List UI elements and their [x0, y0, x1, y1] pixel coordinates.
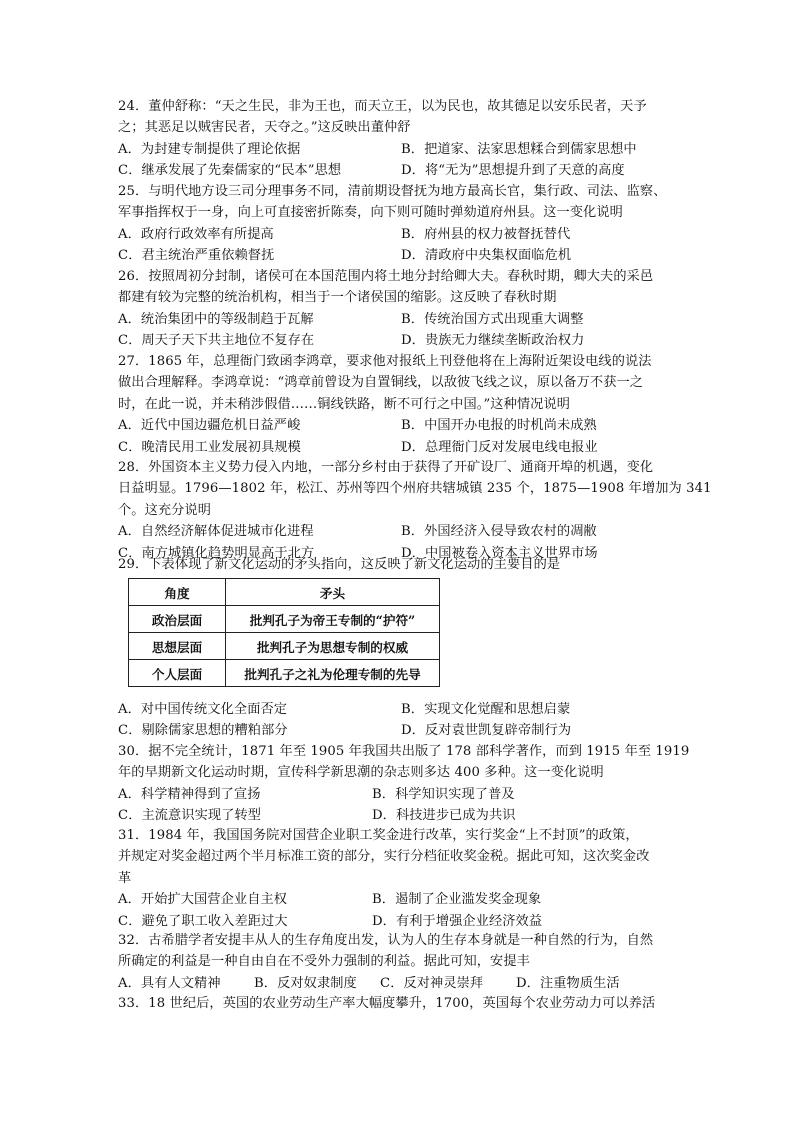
option-b: B．把道家、法家思想糅合到儒家思想中	[401, 141, 637, 157]
option-c: C．避免了职工收入差距过大	[118, 913, 288, 929]
question-32	[118, 930, 688, 994]
question-text-line: 所确定的利益是一种自由自在不受外力强制的利益。据此可知，安提丰	[118, 954, 530, 970]
question-text-line: 31．1984 年，我国国务院对国营企业职工奖金进行改革，实行奖金“上不封顶”的政策，	[118, 828, 639, 843]
question-text-line: 30．据不完全统计，1871 年至 1905 年我国共出版了 178 部科学著作，而到 1915 年至 1919	[118, 744, 690, 759]
table-row	[129, 606, 440, 633]
question-text-line: 并规定对奖金超过两个半月标准工资的部分，实行分档征收奖金税。据此可知，这次奖金改	[118, 849, 650, 865]
options-row	[118, 309, 688, 330]
table-header-cell: 角度	[129, 579, 226, 606]
question-text-line: 军事指挥权于一身，向上可直接密折陈奏，向下则可随时弹劾道府州县。这一变化说明	[118, 205, 623, 221]
table-row	[129, 660, 440, 687]
options-row	[118, 245, 688, 266]
option-a: A．为封建专制提供了理论依据	[118, 141, 301, 157]
option-b: B．遏制了企业滥发奖金现象	[372, 892, 542, 908]
option-d: D．科技进步已成为共识	[372, 808, 516, 824]
option-b: B．实现文化觉醒和思想启蒙	[401, 702, 571, 717]
option-c: C．晚清民用工业发展初具规模	[118, 439, 301, 455]
question-text-line: 25．与明代地方设三司分理事务不同，清前期设督抚为地方最高长官，集行政、司法、监察、	[118, 184, 667, 199]
table-header-cell: 矛头	[226, 579, 440, 606]
table-cell: 批判孔子为思想专制的权威	[226, 633, 440, 660]
table-cell: 批判孔子为帝王专制的“护符”	[226, 606, 440, 633]
question-text-line: 24．董仲舒称：“天之生民，非为王也，而天立王，以为民也，故其德足以安乐民者，天予	[118, 99, 647, 114]
question-25	[118, 181, 688, 267]
options-row	[118, 330, 688, 351]
question-text-line: 27．1865 年，总理衙门致函李鸿章，要求他对报纸上刊登他将在上海附近架设电线的说法	[118, 354, 652, 369]
options-row	[118, 720, 688, 741]
options-row	[118, 973, 688, 994]
question-31	[118, 825, 688, 932]
options-row	[118, 415, 688, 436]
option-d: D．有利于增强企业经济效益	[372, 913, 543, 929]
option-d: D．注重物质生活	[516, 975, 620, 991]
option-d: D．总理衙门反对发展电线电报业	[401, 439, 598, 455]
option-a: A．统治集团中的等级制趋于瓦解	[118, 311, 314, 327]
option-c: C．继承发展了先秦儒家的“民本”思想	[118, 163, 342, 179]
question-text-line: 都建有较为完整的统治机构，相当于一个诸侯国的缩影。这反映了春秋时期	[118, 290, 557, 306]
option-a: A．具有人文精神	[118, 975, 221, 991]
options-row	[118, 699, 688, 720]
option-d: D．中国被卷入资本主义世界市场	[401, 545, 598, 561]
options-row	[118, 437, 688, 458]
question-text-line: 之；其恶足以贼害民者，天夺之。”这反映出董仲舒	[118, 120, 411, 136]
option-b: B．府州县的权力被督抚替代	[401, 226, 571, 242]
table-cell: 政治层面	[129, 606, 226, 633]
question-29-options	[118, 699, 688, 742]
option-d: D．清政府中央集权面临危机	[401, 248, 572, 264]
option-c: C．周天子天下共主地位不复存在	[118, 333, 315, 349]
option-a: A．对中国传统文化全面否定	[118, 702, 288, 717]
options-row	[118, 139, 688, 160]
question-text-line: 做出合理解释。李鸿章说：“鸿章前曾设为自置铜线，以敌彼飞线之议，原以备万不获一之	[118, 375, 644, 391]
option-c: C．反对神灵崇拜	[380, 975, 484, 991]
question-text-line: 32．古希腊学者安提丰从人的生存角度出发，认为人的生存本身就是一种自然的行为，自然	[118, 933, 654, 948]
question-33	[118, 993, 688, 1014]
question-28	[118, 457, 712, 564]
question-text-line: 时，在此一说，并未稍涉假借……铜线铁路，断不可行之中国。”这种情况说明	[118, 396, 571, 412]
option-b: B．传统治国方式出现重大调整	[401, 311, 584, 327]
option-d: D．反对袁世凯复辟帝制行为	[401, 723, 572, 739]
option-a: A．开始扩大国营企业自主权	[118, 892, 288, 908]
table-row	[129, 633, 440, 660]
table-cell: 批判孔子之礼为伦理专制的先导	[226, 660, 440, 687]
new-culture-table	[128, 578, 440, 687]
options-row	[118, 889, 688, 910]
question-text-line: 个。这充分说明	[118, 502, 212, 518]
table-cell: 思想层面	[129, 633, 226, 660]
question-text-line: 日益明显。1796—1802 年，松江、苏州等四个州府共辖城镇 235 个，1875—1908 年增加为 341	[118, 481, 712, 497]
question-text-line: 26．按照周初分封制，诸侯可在本国范围内将土地分封给卿大夫。春秋时期，卿大夫的采邑	[118, 269, 654, 284]
options-row	[118, 911, 688, 932]
option-b: B．反对奴隶制度	[254, 975, 357, 991]
option-c: C．君主统治严重依赖督抚	[118, 248, 275, 264]
question-24	[118, 96, 688, 182]
option-b: B．中国开办电报的时机尚未成熟	[401, 418, 597, 434]
question-29	[118, 554, 688, 575]
option-a: A．政府行政效率有所提高	[118, 226, 274, 242]
options-row	[118, 224, 688, 245]
table-cell: 个人层面	[129, 660, 226, 687]
option-a: A．自然经济解体促进城市化进程	[118, 524, 314, 540]
option-d: D．贵族无力继续垄断政治权力	[401, 333, 585, 349]
question-26	[118, 266, 688, 352]
option-c: C．剔除儒家思想的糟粕部分	[118, 723, 288, 739]
option-b: B．外国经济入侵导致农村的凋敝	[401, 524, 597, 540]
question-text-line: 33．18 世纪后，英国的农业劳动生产率大幅度攀升，1700，英国每个农业劳动力可以养活	[118, 996, 656, 1011]
question-text-line: 29．下表体现了新文化运动的矛头指向，这反映了新文化运动的主要目的是	[118, 557, 561, 572]
table-header-row	[129, 579, 440, 606]
question-30	[118, 741, 688, 827]
question-text-line: 革	[118, 870, 132, 886]
option-c: C．主流意识实现了转型	[118, 808, 262, 824]
options-row	[118, 784, 688, 805]
option-a: A．科学精神得到了宣扬	[118, 786, 261, 802]
options-row	[118, 521, 688, 542]
option-a: A．近代中国边疆危机日益严峻	[118, 418, 301, 434]
question-27	[118, 351, 688, 458]
option-b: B．科学知识实现了普及	[372, 786, 515, 802]
option-c: C．南方城镇化趋势明显高于北方	[118, 545, 315, 561]
options-row	[118, 160, 688, 181]
question-text-line: 年的早期新文化运动时期，宣传科学新思潮的杂志则多达 400 多种。这一变化说明	[118, 765, 604, 781]
options-row	[118, 805, 688, 826]
question-text-line: 28．外国资本主义势力侵入内地，一部分乡村由于获得了开矿设厂、通商开埠的机遇，变化	[118, 460, 654, 475]
option-d: D．将“无为”思想提升到了天意的高度	[401, 163, 625, 179]
